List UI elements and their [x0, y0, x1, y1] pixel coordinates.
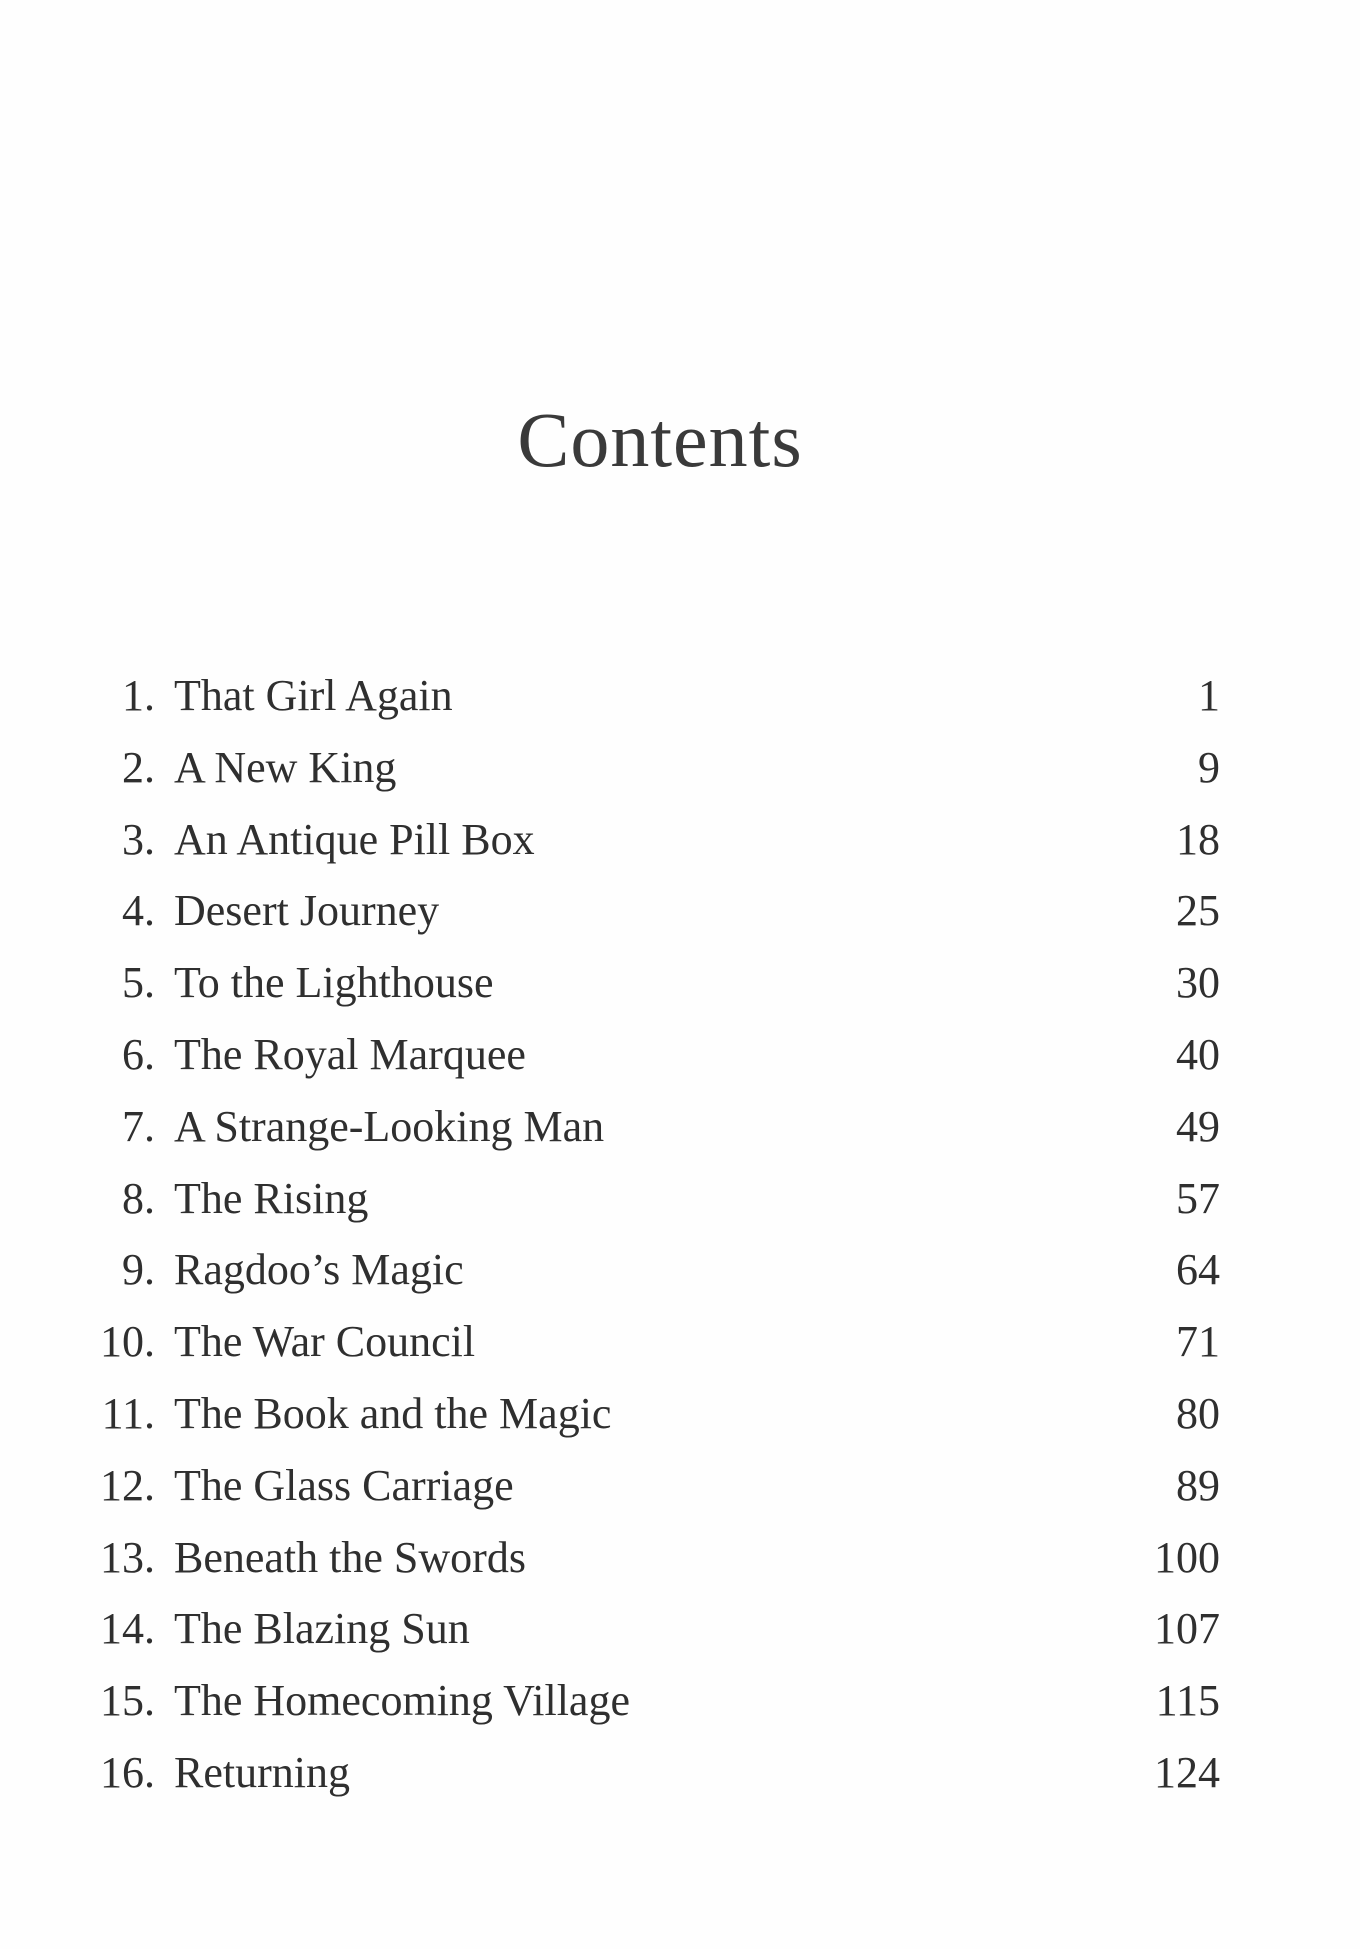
chapter-title: The Book and the Magic — [174, 1388, 612, 1438]
toc-entry — [0, 732, 1360, 804]
chapter-number: 10. — [100, 1317, 155, 1367]
chapter-number: 13. — [100, 1532, 155, 1582]
toc-entry — [0, 875, 1360, 947]
toc-entry — [0, 1522, 1360, 1594]
page-number: 115 — [1155, 1676, 1220, 1726]
chapter-number: 9. — [122, 1245, 155, 1295]
chapter-title: A New King — [174, 742, 397, 792]
toc-entry — [0, 1450, 1360, 1522]
page-number: 89 — [1176, 1460, 1220, 1510]
toc-entry — [0, 1306, 1360, 1378]
chapter-title: A Strange-Looking Man — [174, 1101, 605, 1151]
chapter-number: 1. — [122, 671, 155, 720]
chapter-title: The Royal Marquee — [174, 1029, 526, 1079]
toc-entry — [0, 947, 1360, 1019]
chapter-title: The Blazing Sun — [174, 1604, 470, 1654]
chapter-number: 16. — [100, 1747, 155, 1797]
chapter-number: 7. — [122, 1101, 155, 1151]
toc-entry — [0, 1163, 1360, 1235]
chapter-title: An Antique Pill Box — [174, 814, 535, 864]
toc-entry — [0, 1737, 1360, 1809]
table-of-contents — [0, 660, 1360, 1809]
chapter-number: 14. — [100, 1604, 155, 1654]
chapter-title: That Girl Again — [174, 671, 453, 720]
page-number: 49 — [1176, 1101, 1220, 1151]
chapter-title: Returning — [174, 1747, 350, 1797]
toc-entry — [0, 1019, 1360, 1091]
chapter-title: Desert Journey — [174, 886, 440, 936]
toc-entry — [0, 1593, 1360, 1665]
page-number: 18 — [1176, 814, 1220, 864]
page-number: 57 — [1176, 1173, 1220, 1223]
page-number: 100 — [1154, 1532, 1220, 1582]
chapter-number: 6. — [122, 1029, 155, 1079]
page-number: 80 — [1176, 1388, 1220, 1438]
page-number: 107 — [1154, 1604, 1220, 1654]
chapter-title: The Rising — [174, 1173, 369, 1223]
toc-entry — [0, 1378, 1360, 1450]
page-number: 1 — [1198, 671, 1220, 720]
chapter-title: Beneath the Swords — [174, 1532, 526, 1582]
toc-entry — [0, 1665, 1360, 1737]
toc-entry — [0, 1234, 1360, 1306]
chapter-number: 15. — [100, 1676, 155, 1726]
chapter-number: 3. — [122, 814, 155, 864]
chapter-title: The Glass Carriage — [174, 1460, 514, 1510]
chapter-number: 12. — [100, 1460, 155, 1510]
page-number: 124 — [1154, 1747, 1220, 1797]
page-number: 25 — [1176, 886, 1220, 936]
chapter-title: To the Lighthouse — [174, 958, 494, 1008]
page-number: 40 — [1176, 1029, 1220, 1079]
page-number: 30 — [1176, 958, 1220, 1008]
chapter-title: Ragdoo’s Magic — [174, 1245, 464, 1295]
page-number: 71 — [1176, 1317, 1220, 1367]
page-number: 64 — [1176, 1245, 1220, 1295]
chapter-number: 11. — [101, 1388, 155, 1438]
chapter-title: The Homecoming Village — [174, 1676, 630, 1726]
chapter-number: 2. — [122, 742, 155, 792]
chapter-title: The War Council — [174, 1317, 476, 1367]
chapter-number: 8. — [122, 1173, 155, 1223]
chapter-number: 4. — [122, 886, 155, 936]
toc-entry — [0, 804, 1360, 876]
toc-entry — [0, 1091, 1360, 1163]
chapter-number: 5. — [122, 958, 155, 1008]
toc-entry — [0, 660, 1360, 732]
page-title: Contents — [517, 396, 803, 483]
page-number: 9 — [1198, 742, 1220, 792]
